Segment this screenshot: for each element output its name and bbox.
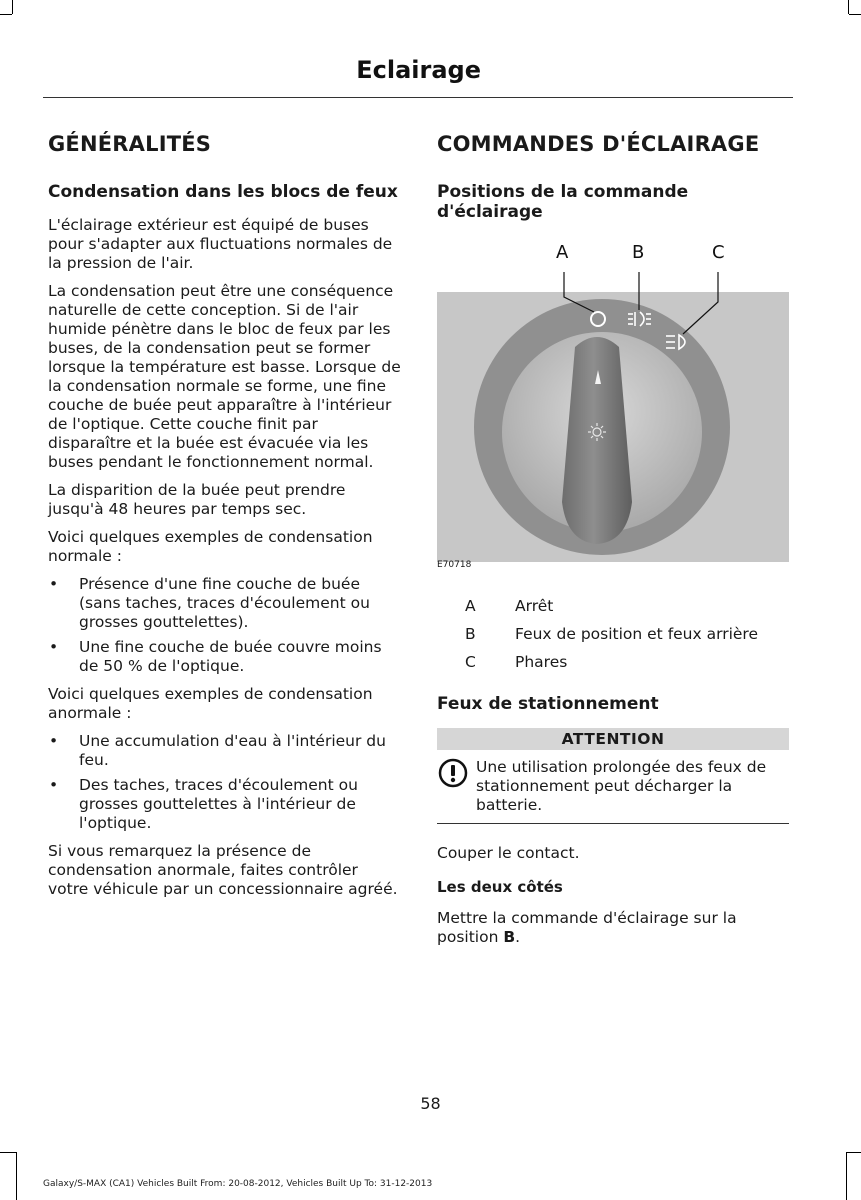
- paragraph: Voici quelques exemples de condensation anormale :: [48, 685, 373, 722]
- bullet: •: [49, 776, 59, 794]
- paragraph: La condensation peut être une conséquence naturelle de cette conception. Si de l'air humide pénètre dans le bloc de feux par les buses, de la condensation peut se former lorsque la température est basse. Lorsque de la condensation normale se forme, une fine couche de buée peut apparaître à l'intérieur de l'optique. Cette couche finit par disparaître et la buée est évacuée via les buses pendant le fonctionnement normal.: [48, 282, 401, 471]
- paragraph: La disparition de la buée peut prendre jusqu'à 48 heures par temps sec.: [48, 481, 346, 518]
- figure-code: E70718: [437, 560, 472, 570]
- legend-text: Arrêt: [515, 597, 554, 615]
- subheading-parking-lights: Feux de stationnement: [437, 694, 659, 714]
- crop-mark: [849, 14, 861, 15]
- right-column: [437, 128, 789, 956]
- crop-mark: [846, 1152, 861, 1153]
- list-item-text: Présence d'une fine couche de buée (sans taches, traces d'écoulement ou grosses gouttelettes).: [79, 575, 370, 631]
- footer-text: Galaxy/S-MAX (CA1) Vehicles Built From: 20-08-2012, Vehicles Built Up To: 31-12-2013: [43, 1179, 433, 1189]
- figure-label-b: B: [632, 242, 645, 263]
- paragraph: Couper le contact.: [437, 844, 580, 862]
- bullet: •: [49, 732, 59, 750]
- subheading-switch-positions: Positions de la commande d'éclairage: [437, 182, 689, 222]
- list-item: [48, 638, 402, 676]
- list-item: [48, 575, 402, 632]
- legend-key: A: [465, 597, 476, 615]
- list-item: [48, 776, 402, 833]
- attention-banner: ATTENTION: [437, 728, 789, 750]
- list-item-text: Une fine couche de buée couvre moins de 50 % de l'optique.: [79, 638, 382, 675]
- left-column: [48, 128, 402, 908]
- figure-label-c: C: [712, 242, 725, 263]
- list-item-text: Une accumulation d'eau à l'intérieur du feu.: [79, 732, 386, 769]
- legend-row: [437, 597, 789, 616]
- bold-position-letter: B: [503, 928, 516, 946]
- page-number: 58: [420, 1094, 441, 1113]
- subheading-condensation: Condensation dans les blocs de feux: [48, 182, 398, 202]
- legend-text: Feux de position et feux arrière: [515, 625, 758, 643]
- text-segment: Mettre la commande d'éclairage sur la position: [437, 909, 737, 946]
- legend-text: Phares: [515, 653, 568, 671]
- legend-row: [437, 625, 789, 644]
- text-segment: .: [515, 928, 521, 946]
- warning-icon: [437, 758, 476, 815]
- section-heading-lighting-controls: COMMANDES D'ÉCLAIRAGE: [437, 132, 760, 156]
- warning-block: [437, 758, 789, 824]
- bullet: •: [49, 575, 59, 593]
- light-switch-illustration: [437, 242, 789, 562]
- page-title: Eclairage: [356, 56, 481, 84]
- normal-condensation-list: [48, 575, 402, 676]
- legend: [437, 597, 789, 672]
- header-divider: [43, 97, 793, 98]
- crop-mark: [16, 1152, 17, 1200]
- subheading-both-sides: Les deux côtés: [437, 878, 563, 896]
- paragraph: Si vous remarquez la présence de condensation anormale, faites contrôler votre véhicule par un concessionnaire agréé.: [48, 842, 398, 898]
- paragraph-switch-position: [437, 909, 789, 947]
- crop-mark: [0, 1152, 16, 1153]
- abnormal-condensation-list: [48, 732, 402, 833]
- section-heading-general: GÉNÉRALITÉS: [48, 132, 212, 156]
- paragraph: L'éclairage extérieur est équipé de buses pour s'adapter aux fluctuations normales de la pression de l'air.: [48, 216, 393, 272]
- warning-text: Une utilisation prolongée des feux de stationnement peut décharger la batterie.: [476, 758, 767, 814]
- crop-mark: [12, 0, 13, 14]
- bullet: •: [49, 638, 59, 656]
- list-item-text: Des taches, traces d'écoulement ou grosses gouttelettes à l'intérieur de l'optique.: [79, 776, 358, 832]
- crop-mark: [0, 14, 12, 15]
- crop-mark: [846, 1152, 847, 1200]
- figure-label-a: A: [556, 242, 569, 263]
- lighting-switch-figure: [437, 242, 789, 587]
- legend-key: C: [465, 653, 476, 671]
- crop-mark: [848, 0, 849, 14]
- list-item: [48, 732, 402, 770]
- paragraph: Voici quelques exemples de condensation normale :: [48, 528, 373, 565]
- legend-key: B: [465, 625, 476, 643]
- legend-row: [437, 653, 789, 672]
